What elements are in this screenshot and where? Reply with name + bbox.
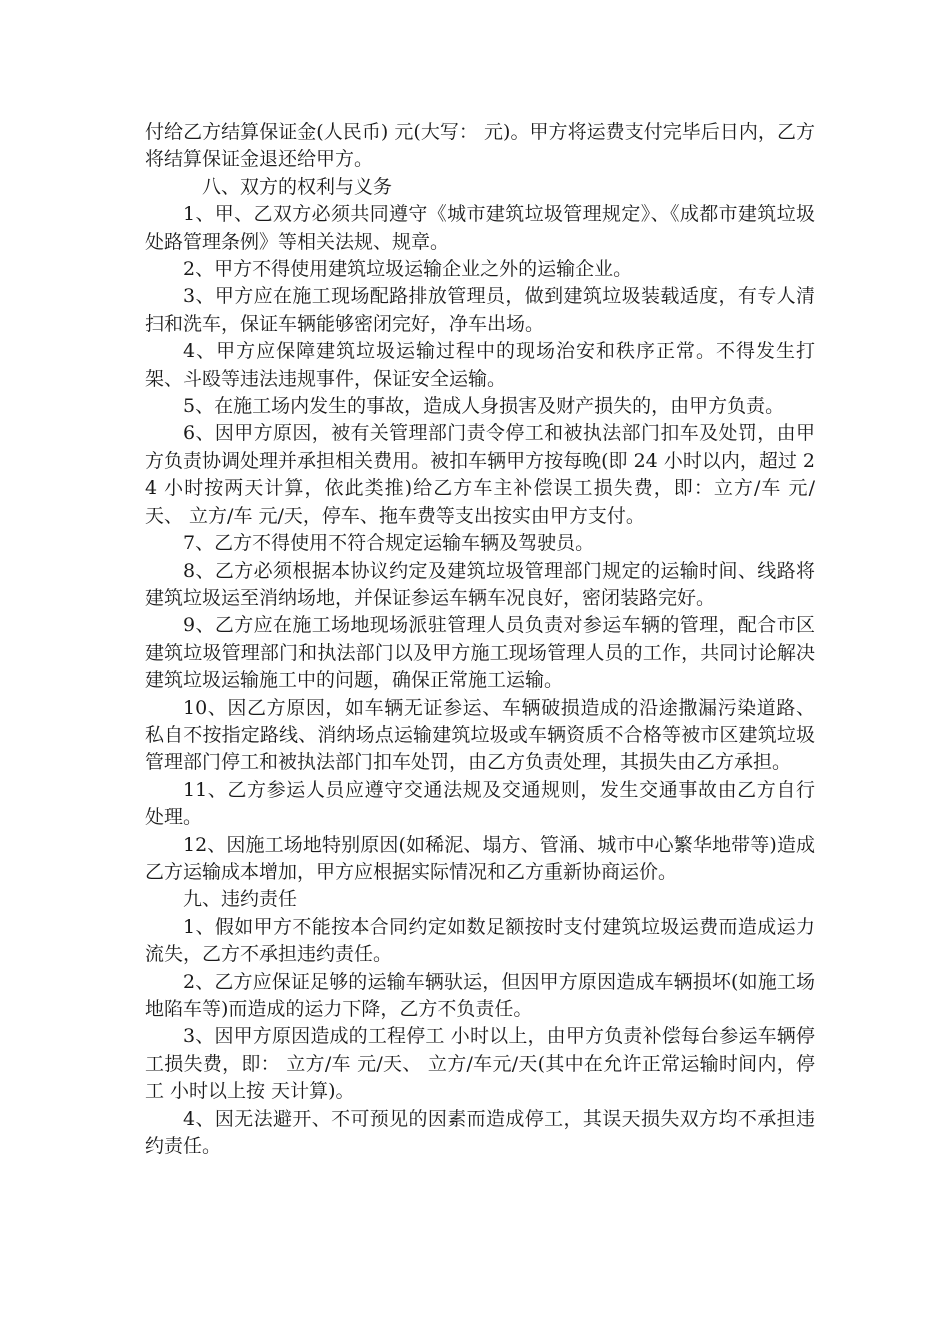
clause-8-1: 1、甲、乙双方必须共同遵守《城市建筑垃圾管理规定》、《成都市建筑垃圾处路管理条例》等相关法规、规章。	[145, 203, 815, 253]
clause-9-2: 2、乙方应保证足够的运输车辆驮运，但因甲方原因造成车辆损坏(如施工场地陷车等)而造成的运力下降，乙方不负责任。	[145, 970, 815, 1020]
clause-8-10: 10、因乙方原因，如车辆无证参运、车辆破损造成的沿途撒漏污染道路、私自不按指定路线、消纳场点运输建筑垃圾或车辆资质不合格等被市区建筑垃圾管理部门停工和被执法部门扣车处罚，由乙方负责处理，其损失由乙方承担。	[145, 696, 815, 774]
clause-8-7: 7、乙方不得使用不符合规定运输车辆及驾驶员。	[183, 532, 595, 555]
clause-8-6: 6、因甲方原因，被有关管理部门责令停工和被执法部门扣车及处罚，由甲方负责协调处理并承担相关费用。被扣车辆甲方按每晚(即 24 小时以内，超过 24 小时按两天计算，依此类推)给乙方车主补偿误工损失费，即：立方/车 元/天、 立方/车 元/天，停车、拖车费等支出按实由甲方支付。	[145, 422, 815, 527]
clause-8-2: 2、甲方不得使用建筑垃圾运输企业之外的运输企业。	[183, 258, 633, 281]
clause-8-3: 3、甲方应在施工现场配路排放管理员，做到建筑垃圾装载适度，有专人清扫和洗车，保证车辆能够密闭完好，净车出场。	[145, 285, 815, 335]
document-body	[145, 119, 815, 1160]
clause-8-5: 5、在施工场内发生的事故，造成人身损害及财产损失的，由甲方负责。	[183, 395, 785, 418]
clause-8-4: 4、甲方应保障建筑垃圾运输过程中的现场治安和秩序正常。不得发生打架、斗殴等违法违规事件，保证安全运输。	[145, 340, 815, 390]
section-heading-rights-obligations: 八、双方的权利与义务	[202, 175, 393, 198]
paragraph-deposit-return: 付给乙方结算保证金(人民币) 元(大写： 元)。甲方将运费支付完毕后日内，乙方将结算保证金退还给甲方。	[145, 121, 815, 171]
clause-8-8: 8、乙方必须根据本协议约定及建筑垃圾管理部门规定的运输时间、线路将建筑垃圾运至消纳场地，并保证参运车辆车况良好，密闭装路完好。	[145, 559, 815, 609]
section-heading-breach-liability: 九、违约责任	[183, 888, 298, 911]
clause-9-4: 4、因无法避开、不可预见的因素而造成停工，其误天损失双方均不承担违约责任。	[145, 1107, 815, 1158]
clause-9-1: 1、假如甲方不能按本合同约定如数足额按时支付建筑垃圾运费而造成运力流失，乙方不承担违约责任。	[145, 915, 815, 966]
clause-8-12: 12、因施工场地特别原因(如稀泥、塌方、管涌、城市中心繁华地带等)造成乙方运输成本增加，甲方应根据实际情况和乙方重新协商运价。	[145, 833, 815, 883]
clause-9-3: 3、因甲方原因造成的工程停工 小时以上，由甲方负责补偿每台参运车辆停工损失费，即： 立方/车 元/天、 立方/车元/天(其中在允许正常运输时间内，停工 小时以上按 天计算)。	[145, 1025, 815, 1103]
clause-8-11: 11、乙方参运人员应遵守交通法规及交通规则，发生交通事故由乙方自行处理。	[145, 778, 815, 829]
clause-8-9: 9、乙方应在施工场地现场派驻管理人员负责对参运车辆的管理，配合市区建筑垃圾管理部门和执法部门以及甲方施工现场管理人员的工作，共同讨论解决建筑垃圾运输施工中的问题，确保正常施工运输。	[145, 614, 815, 692]
